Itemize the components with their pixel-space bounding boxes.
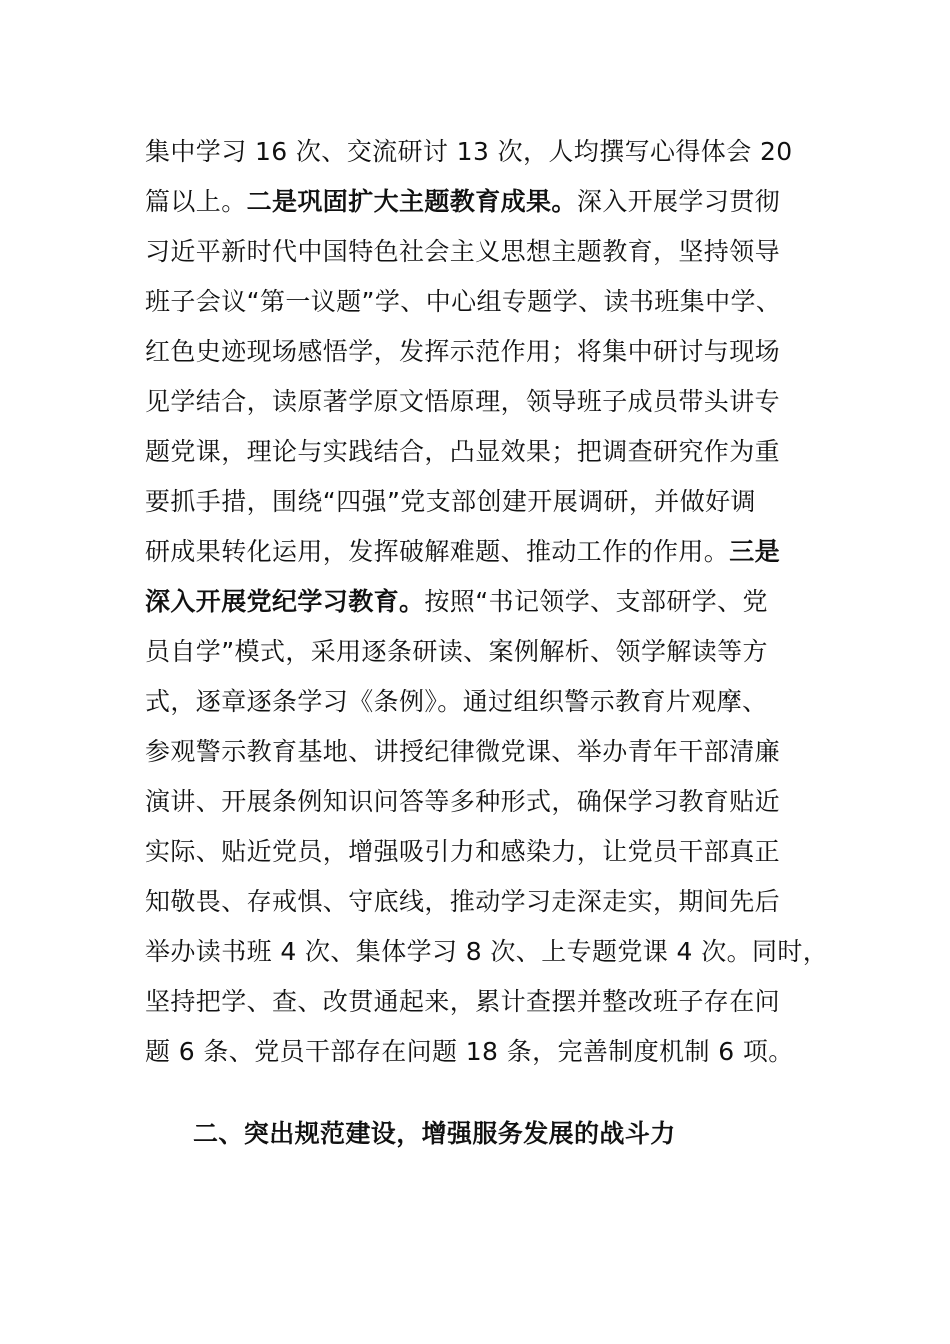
text-line xyxy=(145,127,825,177)
text-run: 员自学”模式，采用逐条研读、案例解析、领学解读等方 xyxy=(145,637,768,666)
text-run: 演讲、开展条例知识问答等多种形式，确保学习教育贴近 xyxy=(145,787,781,816)
section-heading: 二、突出规范建设，增强服务发展的战斗力 xyxy=(193,1119,676,1148)
text-run: 坚持把学、查、改贯通起来，累计查摆并整改班子存在问 xyxy=(145,987,781,1016)
text-run: 题 6 条、党员干部存在问题 18 条，完善制度机制 6 项。 xyxy=(145,1037,794,1066)
text-run: 式，逐章逐条学习《条例》。通过组织警示教育片观摩、 xyxy=(145,687,768,716)
text-line xyxy=(145,477,825,527)
text-run: 参观警示教育基地、讲授纪律微党课、举办青年干部清廉 xyxy=(145,737,781,766)
text-run: 篇以上。 xyxy=(145,187,247,216)
text-line xyxy=(145,927,829,977)
text-line xyxy=(145,627,825,677)
bold-text-run: 深入开展党纪学习教育。 xyxy=(145,587,425,616)
text-run: 题党课，理论与实践结合，凸显效果；把调查研究作为重 xyxy=(145,437,781,466)
text-line xyxy=(145,977,825,1027)
text-run: 实际、贴近党员，增强吸引力和感染力，让党员干部真正 xyxy=(145,837,781,866)
bold-text-run: 二是巩固扩大主题教育成果。 xyxy=(246,187,577,216)
text-run: 要抓手措，围绕“四强”党支部创建开展调研，并做好调 xyxy=(145,487,756,516)
text-line xyxy=(145,327,825,377)
text-run: 按照“书记领学、支部研学、党 xyxy=(424,587,768,616)
text-line xyxy=(145,677,825,727)
text-line xyxy=(145,727,825,777)
bold-text-run: 三是 xyxy=(729,537,781,566)
text-line xyxy=(145,277,825,327)
text-line xyxy=(145,827,825,877)
text-run: 班子会议“第一议题”学、中心组专题学、读书班集中学、 xyxy=(145,287,782,316)
text-line xyxy=(145,427,825,477)
text-line xyxy=(145,527,825,577)
text-line xyxy=(145,777,825,827)
text-run: 研成果转化运用，发挥破解难题、推动工作的作用。 xyxy=(145,537,730,566)
text-line xyxy=(145,877,825,927)
text-run: 集中学习 16 次、交流研讨 13 次，人均撰写心得体会 20 xyxy=(145,137,793,166)
text-run: 红色史迹现场感悟学，发挥示范作用；将集中研讨与现场 xyxy=(145,337,781,366)
body-paragraph xyxy=(145,127,829,1077)
text-line xyxy=(145,377,825,427)
text-run: 深入开展学习贯彻 xyxy=(576,187,781,216)
text-run: 见学结合，读原著学原文悟原理，领导班子成员带头讲专 xyxy=(145,387,781,416)
text-run: 知敬畏、存戒惧、守底线，推动学习走深走实，期间先后 xyxy=(145,887,781,916)
text-line xyxy=(145,1027,825,1077)
text-run: 习近平新时代中国特色社会主义思想主题教育，坚持领导 xyxy=(145,237,781,266)
text-line xyxy=(145,577,825,627)
text-run: 举办读书班 4 次、集体学习 8 次、上专题党课 4 次。同时， xyxy=(145,937,829,966)
text-line xyxy=(145,227,825,277)
text-line xyxy=(145,177,825,227)
